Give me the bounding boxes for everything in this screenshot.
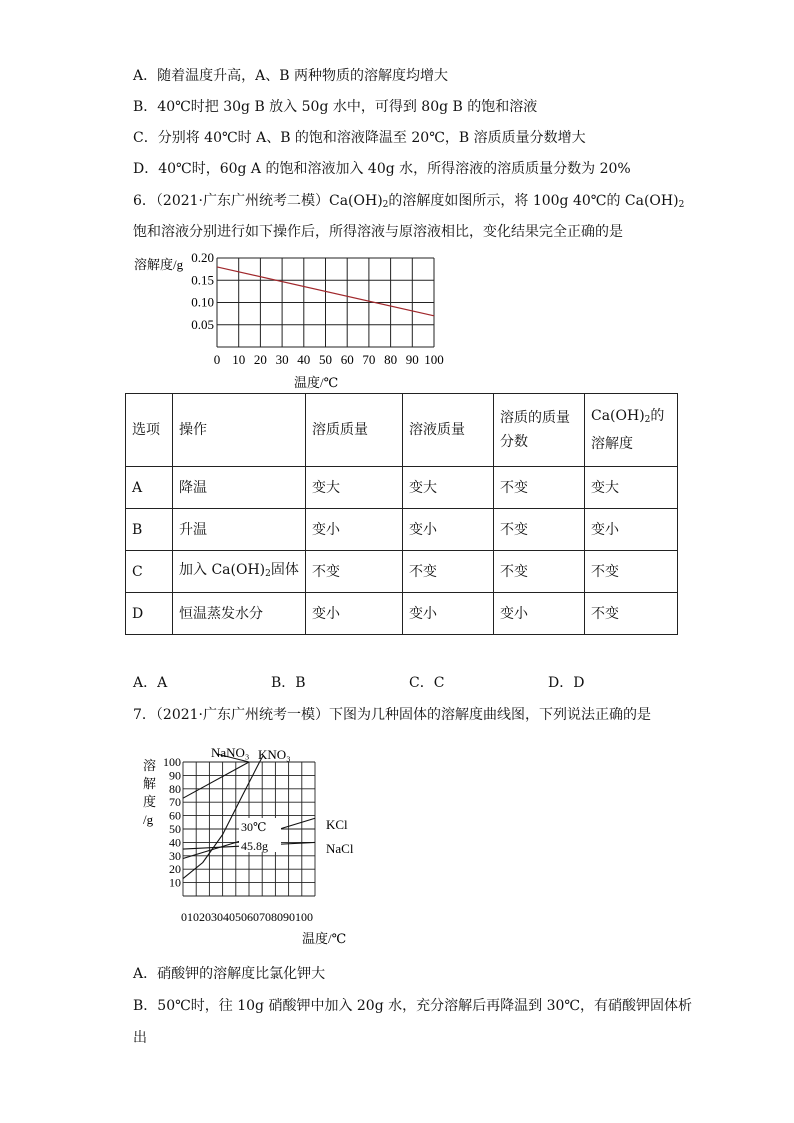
y-tick-label: 20 (169, 862, 181, 877)
header-mass-fraction-line1: 溶质的质量 (500, 410, 570, 426)
x-tick-label: 70 (362, 352, 376, 367)
q6-subscript: 2 (678, 200, 685, 210)
header-option: 选项 (126, 394, 173, 467)
y-tick-label: 40 (169, 835, 181, 850)
q6-stem-part2: 的溶解度如图所示，将 100g 40℃的 Ca(OH) (388, 193, 679, 209)
q5-option-a: A．随着温度升高，A、B 两种物质的溶解度均增大 (133, 68, 448, 84)
annotation-temperature: 30℃ (241, 820, 267, 834)
cell-solution-mass: 不变 (403, 551, 494, 593)
header-mass-fraction-line2: 分数 (500, 434, 528, 450)
q6-option-a: A．A (133, 675, 168, 691)
header-operation: 操作 (173, 394, 306, 467)
cell-operation: 升温 (173, 509, 306, 551)
x-tick-label: 90 (405, 352, 419, 367)
cell-mass-fraction: 不变 (494, 551, 585, 593)
y-tick-label: 0.10 (191, 294, 214, 310)
y-tick-label: 90 (169, 768, 181, 783)
x-tick-label: 100 (424, 352, 444, 367)
y-tick-label: 0.15 (191, 272, 214, 288)
y-tick-label: 60 (169, 808, 181, 823)
header-solubility (585, 394, 678, 467)
x-tick-labels (214, 352, 444, 367)
series-line-nano3 (183, 762, 249, 798)
q5-option-c: C．分别将 40℃时 A、B 的饱和溶液降温至 20℃，B 溶质质量分数增大 (133, 130, 586, 146)
y-axis-label-char: /g (143, 812, 154, 827)
y-tick-label: 0.05 (191, 316, 214, 332)
header-solubility-word: 溶解度 (591, 436, 633, 452)
cell-operation-post: 固体 (270, 561, 299, 578)
cell-option: A (126, 467, 173, 509)
q6-options-table (125, 393, 678, 635)
q6-option-c: C．C (409, 675, 445, 691)
y-axis-label-char: 度 (143, 794, 157, 809)
label-nacl: NaCl (326, 841, 354, 856)
q7-option-b-cont: 出 (133, 1030, 147, 1046)
q7-option-b: B．50℃时，往 10g 硝酸钾中加入 20g 水，充分溶解后再降温到 30℃，有硝酸钾固体析 (133, 998, 693, 1014)
q7-option-a: A．硝酸钾的溶解度比氯化钾大 (133, 966, 326, 982)
y-axis-label: 溶解度/g (134, 257, 184, 272)
caoh2-solubility-chart (120, 248, 460, 393)
cell-solute-mass: 不变 (306, 551, 403, 593)
y-axis-label-char: 解 (143, 776, 157, 791)
q6-option-d: D．D (548, 675, 585, 691)
cell-option: B (126, 509, 173, 551)
cell-solution-mass: 变小 (403, 593, 494, 635)
y-axis-label-char: 溶 (143, 758, 157, 773)
x-tick-label: 60 (340, 352, 354, 367)
x-tick-label: 50 (319, 352, 332, 367)
cell-operation: 恒温蒸发水分 (173, 593, 306, 635)
x-tick-label: 30 (275, 352, 289, 367)
cell-solubility: 不变 (585, 551, 678, 593)
header-solubility-subscript: 2 (644, 415, 651, 425)
y-tick-label: 30 (169, 848, 181, 863)
solubility-curves-chart (135, 740, 365, 950)
cell-operation-pre: 加入 Ca(OH) (179, 561, 266, 578)
label-kcl: KCl (326, 817, 348, 832)
cell-solubility: 变大 (585, 467, 678, 509)
y-tick-label: 100 (163, 755, 181, 769)
x-tick-label: 20 (253, 352, 267, 367)
header-solubility-de: 的 (650, 408, 665, 424)
x-axis-label: 温度/℃ (302, 931, 347, 946)
cell-solute-mass: 变小 (306, 593, 403, 635)
q6-stem-line1 (133, 191, 684, 215)
cell-operation-subscript: 2 (265, 568, 271, 579)
cell-solute-mass: 变大 (306, 467, 403, 509)
q6-stem-part1: 6．（2021·广东广州统考二模）Ca(OH) (133, 193, 383, 209)
cell-solubility: 不变 (585, 593, 678, 635)
cell-solution-mass: 变小 (403, 509, 494, 551)
cell-solution-mass: 变大 (403, 467, 494, 509)
cell-solute-mass: 变小 (306, 509, 403, 551)
x-tick-label: 0 (213, 352, 221, 367)
header-mass-fraction (494, 394, 585, 467)
header-solubility-formula: Ca(OH) (591, 408, 645, 424)
q6-subscript: 2 (382, 200, 389, 210)
q5-option-b: B．40℃时把 30g B 放入 50g 水中，可得到 80g B 的饱和溶液 (133, 99, 538, 115)
q7-stem: 7．（2021·广东广州统考一模）下图为几种固体的溶解度曲线图，下列说法正确的是 (133, 707, 651, 723)
header-solute-mass: 溶质质量 (306, 394, 403, 467)
cell-operation: 降温 (173, 467, 306, 509)
table-row (126, 551, 678, 593)
table-row (126, 509, 678, 551)
x-tick-label: 10 (232, 352, 246, 367)
q6-option-b: B．B (271, 675, 306, 691)
y-tick-label: 10 (169, 875, 181, 890)
table-row (126, 467, 678, 509)
q6-stem-line2: 饱和溶液分别进行如下操作后，所得溶液与原溶液相比，变化结果完全正确的是 (133, 224, 623, 240)
cell-mass-fraction: 不变 (494, 467, 585, 509)
cell-mass-fraction: 不变 (494, 509, 585, 551)
cell-solubility: 变小 (585, 509, 678, 551)
chart-grid (217, 258, 434, 347)
y-tick-label: 70 (169, 795, 181, 810)
y-tick-labels (163, 755, 181, 890)
x-axis-label: 温度/℃ (294, 375, 339, 390)
annotation-mass: 45.8g (241, 839, 268, 853)
y-tick-label: 50 (169, 822, 181, 836)
y-tick-labels (191, 250, 214, 332)
q5-option-d: D．40℃时，60g A 的饱和溶液加入 40g 水，所得溶液的溶质质量分数为 20% (133, 161, 631, 177)
y-tick-label: 0.20 (191, 250, 214, 265)
label-kno3: KNO₃ (258, 747, 291, 762)
x-tick-labels: 0102030405060708090100 (181, 910, 313, 924)
cell-option: C (126, 551, 173, 593)
cell-mass-fraction: 变小 (494, 593, 585, 635)
table-row (126, 593, 678, 635)
x-tick-label: 80 (384, 352, 398, 367)
header-solution-mass: 溶液质量 (403, 394, 494, 467)
y-tick-label: 80 (169, 781, 181, 796)
cell-operation (173, 551, 306, 593)
table-header-row (126, 394, 678, 467)
cell-option: D (126, 593, 173, 635)
label-nano3: NaNO₃ (211, 745, 250, 760)
x-tick-label: 40 (297, 352, 311, 367)
y-axis-label (143, 758, 156, 827)
